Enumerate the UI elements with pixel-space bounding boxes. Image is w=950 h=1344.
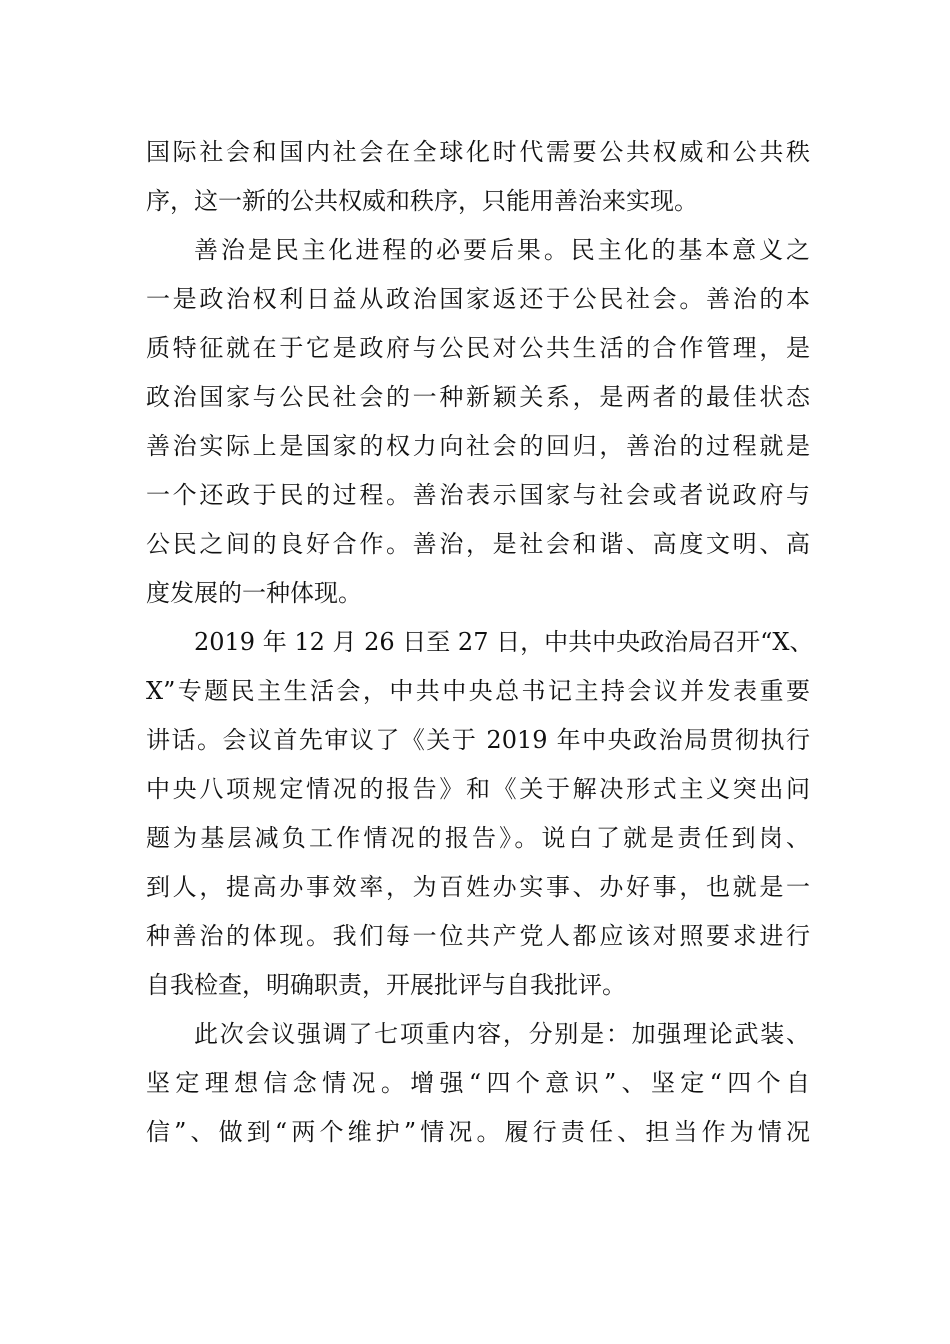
paragraph-3 bbox=[146, 618, 814, 1010]
paragraph-4 bbox=[146, 1010, 810, 1157]
paragraph-2 bbox=[146, 226, 810, 618]
text-line: 2019 年 12 月 26 日至 27 日，中共中央政治局召开“X、 bbox=[194, 628, 814, 656]
text-line: 国际社会和国内社会在全球化时代需要公共权威和公共秩 bbox=[146, 138, 810, 166]
text-line: 题为基层减负工作情况的报告》。说白了就是责任到岗、 bbox=[146, 824, 810, 852]
text-line: 善治实际上是国家的权力向社会的回归，善治的过程就是 bbox=[146, 432, 810, 460]
text-line: 一是政治权利日益从政治国家返还于公民社会。善治的本 bbox=[146, 285, 810, 313]
text-line: 中央八项规定情况的报告》和《关于解决形式主义突出问 bbox=[146, 775, 810, 803]
text-line: 序，这一新的公共权威和秩序，只能用善治来实现。 bbox=[146, 187, 698, 215]
text-line: 度发展的一种体现。 bbox=[146, 579, 362, 607]
text-line: 自我检查，明确职责，开展批评与自我批评。 bbox=[146, 971, 626, 999]
text-line: 公民之间的良好合作。善治，是社会和谐、高度文明、高 bbox=[146, 530, 810, 558]
text-line: 一个还政于民的过程。善治表示国家与社会或者说政府与 bbox=[146, 481, 810, 509]
text-line: 讲话。会议首先审议了《关于 2019 年中央政治局贯彻执行 bbox=[146, 726, 810, 754]
text-line: 善治是民主化进程的必要后果。民主化的基本意义之 bbox=[194, 236, 810, 264]
text-line: 此次会议强调了七项重内容，分别是：加强理论武装、 bbox=[194, 1020, 810, 1048]
text-line: 种善治的体现。我们每一位共产党人都应该对照要求进行 bbox=[146, 922, 810, 950]
text-line: 信”、做到“两个维护”情况。履行责任、担当作为情况 bbox=[146, 1118, 810, 1146]
text-line: X”专题民主生活会，中共中央总书记主持会议并发表重要 bbox=[146, 677, 810, 705]
text-line: 政治国家与公民社会的一种新颖关系，是两者的最佳状态 bbox=[146, 383, 810, 411]
document-body bbox=[146, 128, 814, 1157]
text-line: 质特征就在于它是政府与公民对公共生活的合作管理，是 bbox=[146, 334, 810, 362]
text-line: 坚定理想信念情况。增强“四个意识”、坚定“四个自 bbox=[146, 1069, 810, 1097]
paragraph-1 bbox=[146, 128, 810, 226]
text-line: 到人，提高办事效率，为百姓办实事、办好事，也就是一 bbox=[146, 873, 810, 901]
